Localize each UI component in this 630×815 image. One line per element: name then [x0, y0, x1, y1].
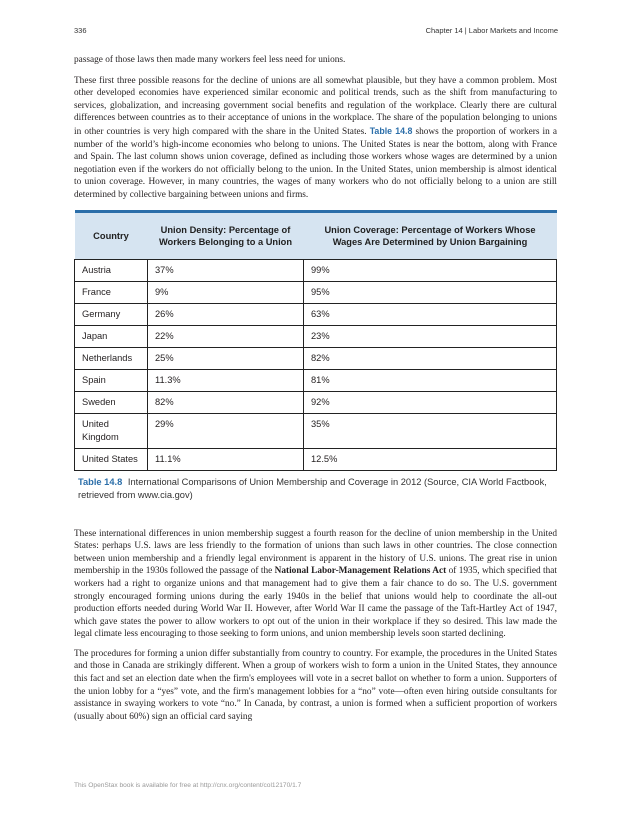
table-caption — [78, 476, 553, 502]
caption-label: Table 14.8 — [78, 476, 123, 487]
table-row — [75, 448, 557, 470]
table-row — [75, 391, 557, 413]
coverage-cell: 23% — [304, 325, 557, 347]
density-cell: 82% — [148, 391, 304, 413]
density-cell: 25% — [148, 347, 304, 369]
country-cell: Japan — [75, 325, 148, 347]
header-country: Country — [93, 230, 129, 241]
country-cell: Spain — [75, 369, 148, 391]
country-cell: France — [75, 281, 148, 303]
table-row — [75, 347, 557, 369]
paragraph-legal-environment — [74, 528, 557, 641]
paragraph-text: These first three possible reasons for the decline of unions are all somewhat plausible, but they have a common problem. Most other developed economies have experienced similar economic and political trends, such as the shift from manufacturing to services, globalization, and increasing government social benefits and regulation of the workplace. Clearly there are cultural differences between countries as to their acceptance of unions in the workplace. The share of the population belonging to unions in other countries is very high compared with the share in the United States. — [74, 75, 557, 137]
density-cell: 26% — [148, 303, 304, 325]
coverage-cell: 63% — [304, 303, 557, 325]
coverage-cell: 35% — [304, 413, 557, 448]
country-cell: Netherlands — [75, 347, 148, 369]
table-row — [75, 369, 557, 391]
coverage-cell: 92% — [304, 391, 557, 413]
table-row — [75, 303, 557, 325]
union-comparison-table — [74, 210, 557, 471]
density-cell: 11.1% — [148, 448, 304, 470]
country-cell: Sweden — [75, 391, 148, 413]
table-row — [75, 413, 557, 448]
chapter-title: Chapter 14 | Labor Markets and Income — [425, 26, 558, 35]
density-cell: 9% — [148, 281, 304, 303]
table-header-row — [75, 211, 557, 259]
table-reference-link[interactable]: Table 14.8 — [369, 125, 413, 136]
header-union-coverage: Union Coverage: Percentage of Workers Whose Wages Are Determined by Union Bargaining — [324, 224, 536, 247]
density-cell: 29% — [148, 413, 304, 448]
density-cell: 22% — [148, 325, 304, 347]
paragraph-text: of 1935, which specified that workers had a right to organize unions and that management had to give them a fair chance to do so. The U.S. government strongly encouraged forming unions during the early 1940s in the belief that unions would help to coordinate the all-out production efforts needed during World War II. However, after World War II came the passage of the Taft-Hartley Act of 1947, which gave states the power to allow workers to opt out of the union in their workplace if they so desired. This law made the legal climate less encouraging to those seeking to form unions, and union membership levels soon started declining. — [74, 566, 557, 640]
country-cell: United States — [75, 448, 148, 470]
page-header — [74, 26, 558, 40]
paragraph-procedures: The procedures for forming a union differ substantially from country to country. For example, the procedures in the United States and those in Canada are strikingly different. When a group of workers wish to form a union in the United States, they announce this fact and set an election date when the firm's employees will vote in a secret ballot on whether to form a union. Supporters of the union lobby for a “yes” vote, and the firm's management lobbies for a “no” vote—often even hiring outside consultants for assistance in swaying workers to vote “no.” In Canada, by contrast, a union is formed when a sufficient proportion of workers (usually about 60%) sign an official card saying — [74, 648, 557, 722]
country-cell: Germany — [75, 303, 148, 325]
paragraph-reasons — [74, 75, 557, 202]
table-row — [75, 325, 557, 347]
act-name: National Labor-Management Relations Act — [274, 566, 447, 577]
page-number: 336 — [74, 26, 87, 35]
table-row — [75, 259, 557, 281]
country-cell: United Kingdom — [75, 413, 148, 448]
table-row — [75, 281, 557, 303]
paragraph-text: shows the proportion of workers in a number of the world’s high-income economies who belong to unions. The United States is near the bottom, along with France and Spain. The last column shows union coverage, defined as including those workers whose wages are determined by a union negotiation even if the workers do not officially belong to the union. In the United States, union membership is almost identical to union coverage. However, in many countries, the wages of many workers who do not officially belong to a union are still determined by collective bargaining between unions and firms. — [74, 126, 558, 200]
density-cell: 37% — [148, 259, 304, 281]
coverage-cell: 99% — [304, 259, 557, 281]
density-cell: 11.3% — [148, 369, 304, 391]
coverage-cell: 12.5% — [304, 448, 557, 470]
coverage-cell: 81% — [304, 369, 557, 391]
page-footer: This OpenStax book is available for free at http://cnx.org/content/col12170/1.7 — [74, 782, 302, 789]
coverage-cell: 95% — [304, 281, 557, 303]
country-cell: Austria — [75, 259, 148, 281]
caption-text: International Comparisons of Union Membership and Coverage in 2012 (Source, CIA World Factbook, retrieved from www.cia.gov) — [78, 476, 547, 500]
coverage-cell: 82% — [304, 347, 557, 369]
paragraph-text: These international differences in union membership suggest a fourth reason for the decline of union membership in the United States: perhaps U.S. laws are less friendly to the formation of unions than such laws in other countries. The close connection between union membership and a friendly legal environment is apparent in the history of U.S. unions. The great rise in union membership in the 1930s followed the passage of the — [74, 528, 557, 577]
paragraph-continued: passage of those laws then made many workers feel less need for unions. — [74, 55, 346, 65]
header-union-density: Union Density: Percentage of Workers Belonging to a Union — [158, 224, 293, 247]
page-content — [74, 54, 557, 730]
